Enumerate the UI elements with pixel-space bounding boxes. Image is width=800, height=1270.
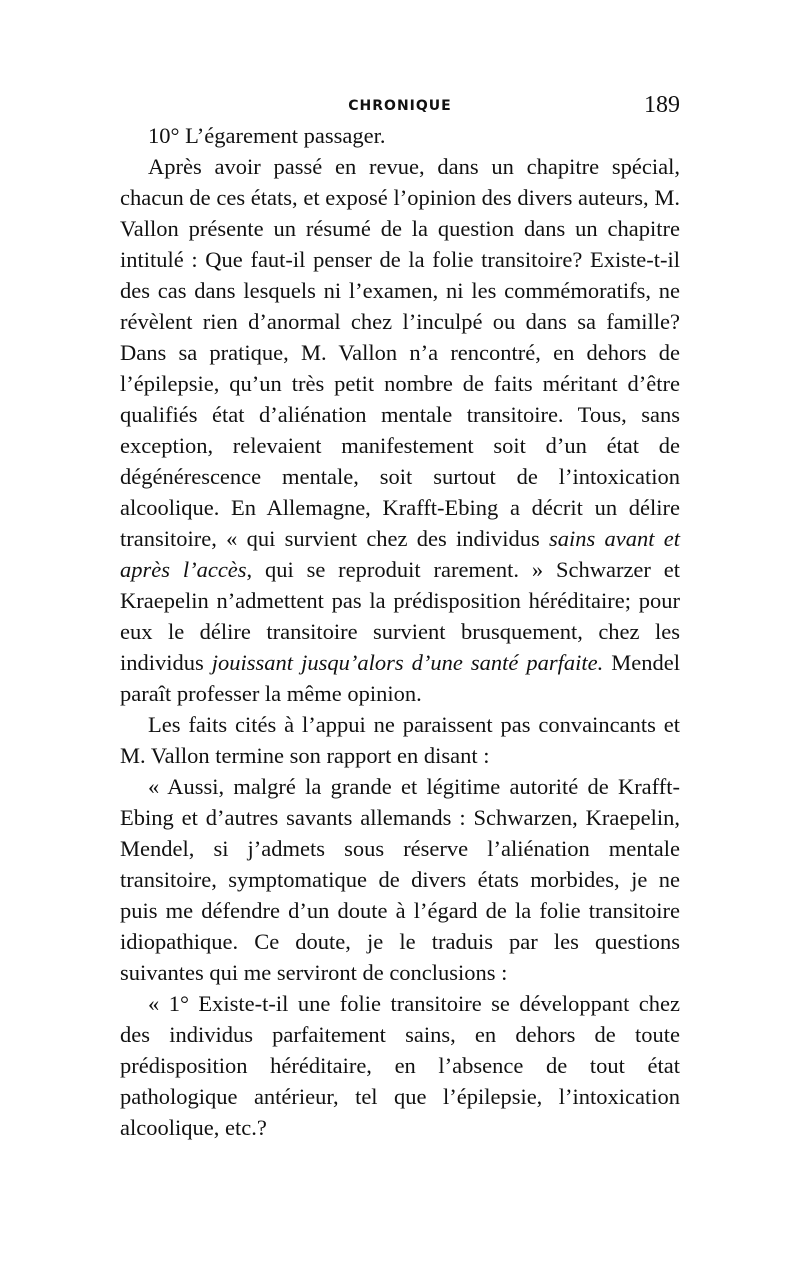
italic-phrase: jouissant jusqu’alors d’une santé parfaite. (211, 650, 604, 675)
paragraph-text: Après avoir passé en revue, dans un chapitre spécial, chacun de ces états, et exposé l’opinion des divers auteurs, M. Vallon présente un résumé de la question dans un chapitre intitulé : Que faut-il penser de la folie transitoire? Existe-t-il des cas dans lesquels ni l’examen, ni les commémoratifs, ne révèlent rien d’anormal chez l’inculpé ou dans sa famille? Dans sa pratique, M. Vallon n’a rencontré, en dehors de l’épilepsie, qu’un très petit nombre de faits méritant d’être qualifiés état d’aliénation mentale transitoire. Tous, sans exception, relevaient manifestement soit d’un état de dégénérescence mentale, soit surtout de l’intoxication alcoolique. En Allemagne, Krafft-Ebing a décrit un délire transitoire, « qui survient chez des individus (120, 154, 680, 551)
running-title: CHRONIQUE (348, 98, 452, 114)
page-number: 189 (644, 92, 680, 118)
paragraph-text: « 1° Existe-t-il une folie transitoire se développant chez des individus parfaitement sains, en dehors de toute prédisposition héréditaire, en l’absence de tout état pathologique antérieur, tel que l’épilepsie, l’intoxication alcoolique, etc.? (120, 991, 680, 1140)
paragraph-text: « Aussi, malgré la grande et légitime autorité de Krafft-Ebing et d’autres savants allemands : Schwarzen, Kraepelin, Mendel, si j’admets sous réserve l’aliénation mentale transitoire, symptomatique de divers états morbides, je ne puis me défendre d’un doute à l’égard de la folie transitoire idiopathique. Ce doute, je le traduis par les questions suivantes qui me serviront de conclusions : (120, 774, 680, 985)
paragraph-text: , qui se reproduit rarement. » Schwarzer et Kraepelin n’admettent pas la prédisposition héréditaire; pour eux le délire transitoire survient brusquement, chez les individus (120, 557, 680, 675)
paragraph-4 (120, 771, 680, 988)
paragraph-1 (120, 120, 680, 151)
paragraph-3 (120, 709, 680, 771)
paragraph-5 (120, 988, 680, 1143)
running-head (120, 92, 680, 122)
italic-phrase: sains avant et après l’accès (120, 526, 680, 582)
body-text (120, 120, 680, 1143)
paragraph-text: 10° L’égarement passager. (148, 123, 386, 148)
paragraph-2 (120, 151, 680, 709)
paragraph-text: Mendel paraît professer la même opinion. (120, 650, 681, 706)
paragraph-text: Les faits cités à l’appui ne paraissent pas convaincants et M. Vallon termine son rapport en disant : (120, 712, 680, 768)
